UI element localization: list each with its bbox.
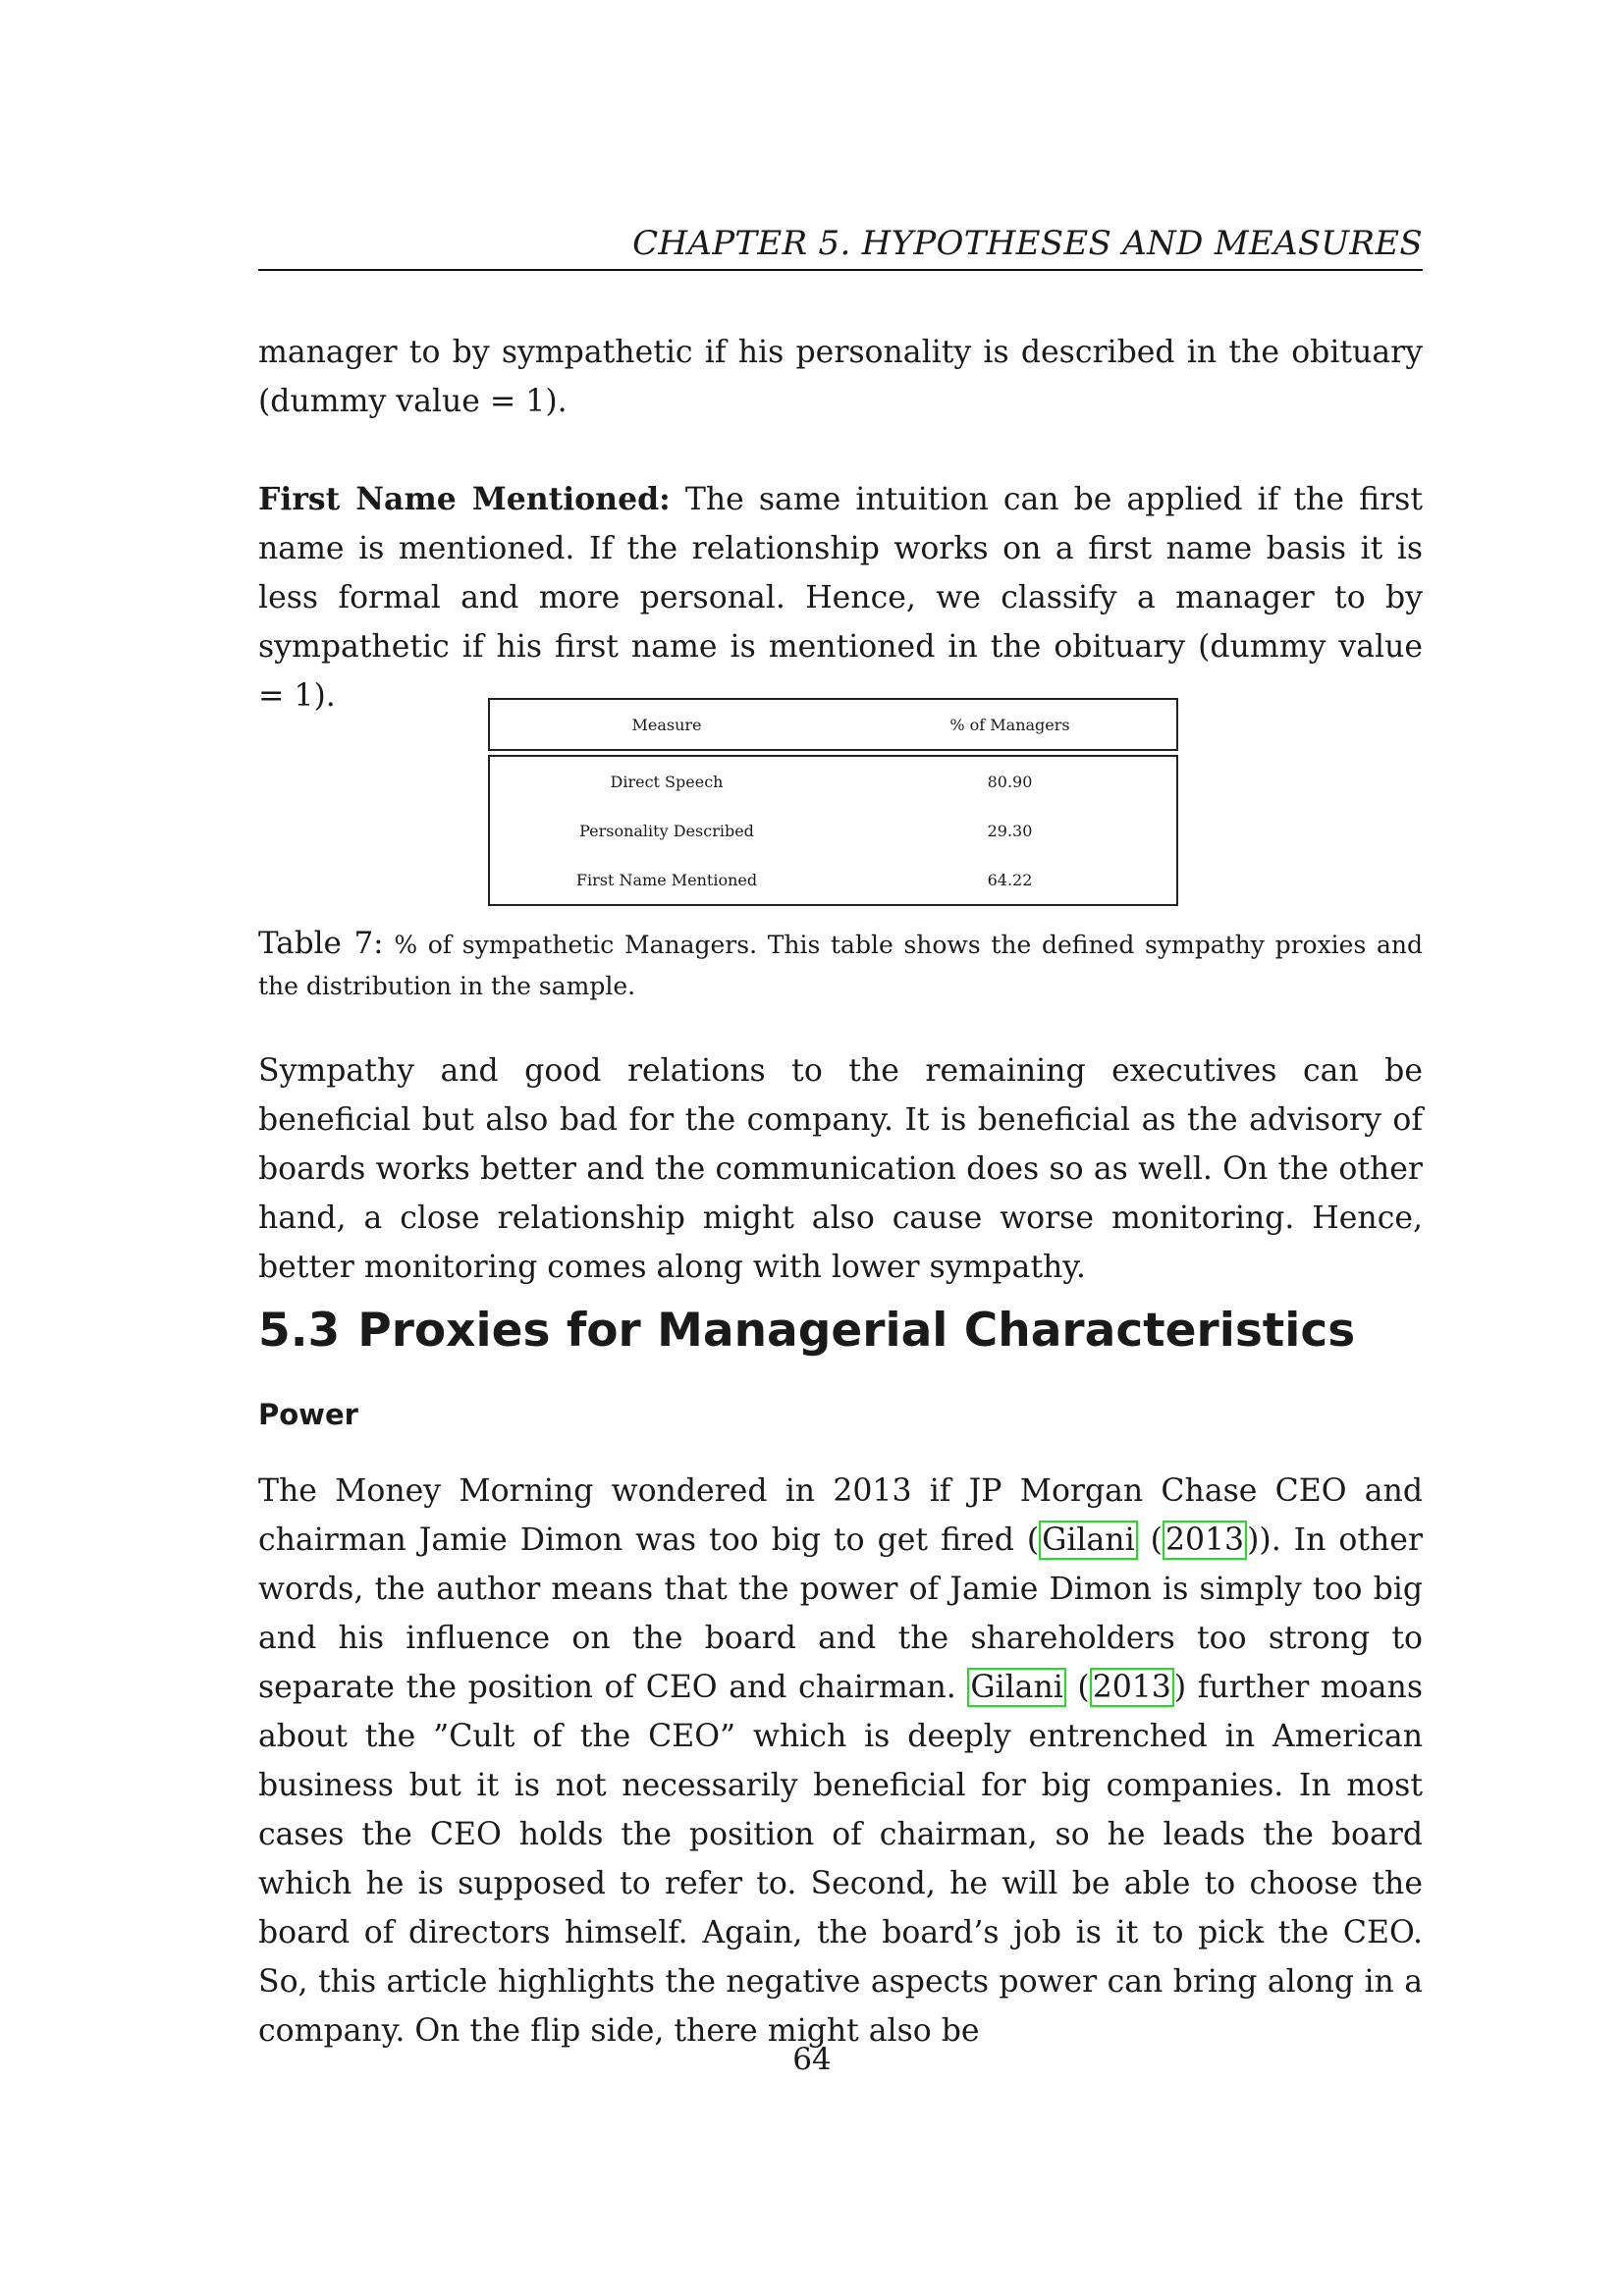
section-title: Proxies for Managerial Characteristics [357,1304,1356,1358]
caption-text: % of sympathetic Managers. This table shows the defined sympathy proxies and the distribution in the sample. [258,931,1423,1000]
table-row [490,757,1176,806]
text-run: ) further moans about the ”Cult of the CEO” which is deeply entrenched in American business but it is not necessarily beneficial for big companies. In most cases the CEO holds the position of chairman, so he leads the board which he is supposed to refer to. Second, he will be able to choose the board of directors himself. Again, the board’s job is it to pick the CEO. So, this article highlights the negative aspects power can bring along in a company. On the flip side, there might also be [258,1670,1423,2049]
citation-link-year[interactable]: 2013 [1163,1521,1247,1560]
table-cell-measure: First Name Mentioned [575,870,758,889]
table-body [488,755,1178,906]
caption-label: Table 7: [258,926,384,961]
table-cell-measure: Personality Described [579,821,754,840]
table-cell-percent: 64.22 [987,870,1033,889]
table-caption [258,923,1423,1007]
table-row [490,806,1176,855]
page-number: 64 [792,2042,832,2077]
text-run: )). In other words, the author means that the power of Jamie Dimon is simply too big and his influence on the board and the shareholders too strong to separate the position of CEO and chairman. [258,1522,1423,1705]
paragraph-personality: manager to by sympathetic if his personality is described in the obituary (dummy value = 1). [258,335,1423,419]
sympathy-table [488,698,1178,906]
table-header [488,698,1178,751]
citation-link-author[interactable]: Gilani [1039,1521,1137,1560]
citation-link-year[interactable]: 2013 [1090,1668,1174,1707]
column-header-percent: % of Managers [949,715,1070,734]
paragraph-sympathy: Sympathy and good relations to the remaining executives can be beneficial but also bad for the company. It is beneficial as the advisory of boards works better and the communication does so as well. On the other hand, a close relationship might also cause worse monitoring. Hence, better monitoring comes along with lower sympathy. [258,1053,1423,1285]
column-header-measure: Measure [631,715,702,734]
section-heading [258,1304,1355,1358]
text-run: The Money Morning wondered in 2013 if JP Morgan Chase CEO and chairman Jamie Dimon was too big to get fired ( [258,1473,1423,1558]
table-cell-percent: 80.90 [987,772,1033,791]
paragraph-lead: First Name Mentioned: [258,481,671,517]
text-run: ( [1065,1670,1090,1705]
citation-link-author[interactable]: Gilani [967,1668,1065,1707]
paragraph-power [258,1467,1423,2056]
section-number: 5.3 [258,1304,341,1358]
table-row [490,855,1176,904]
paragraph-first-name [258,475,1423,721]
table-cell-percent: 29.30 [987,821,1033,840]
subsection-heading: Power [258,1398,358,1431]
paragraph-text: The same intuition can be applied if the first name is mentioned. If the relationship works on a first name basis it is less formal and more personal. Hence, we classify a manager to by sympathetic if his first name is mentioned in the obituary (dummy value = 1). [258,482,1424,714]
table-cell-measure: Direct Speech [610,772,724,791]
running-header: CHAPTER 5. HYPOTHESES AND MEASURES [258,224,1423,271]
table-header-row [490,700,1176,749]
text-run: ( [1137,1522,1163,1558]
